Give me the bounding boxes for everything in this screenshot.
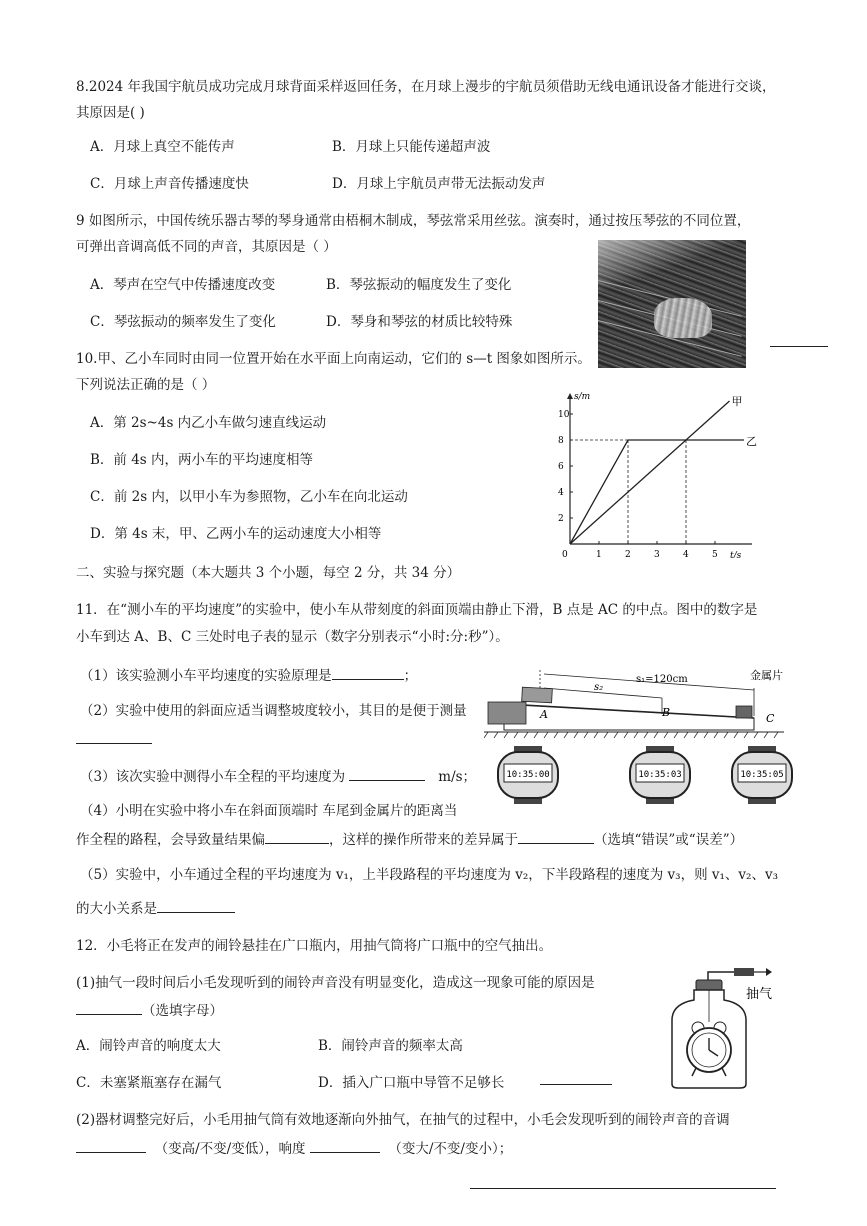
q9-stem-line1: 9 如图所示，中国传统乐器古琴的琴身通常由梧桐木制成，琴弦常采用丝弦。演奏时，通过按压琴弦的不同位置， bbox=[76, 213, 751, 229]
q11-blank-measure[interactable] bbox=[76, 729, 152, 744]
x-tick-label: 3 bbox=[654, 550, 660, 558]
q9-option-a: A．琴声在空气中传播速度改变 bbox=[90, 277, 276, 293]
q11-part2: （2）实验中使用的斜面应适当调整坡度较小，其目的是便于测量 bbox=[80, 703, 467, 719]
q11-part5-line2 bbox=[76, 898, 235, 918]
x-tick-label: 4 bbox=[683, 550, 689, 558]
q11-part3 bbox=[80, 766, 476, 786]
q12-part1-line1: (1)抽气一段时间后小毛发现听到的闹铃声音没有明显变化，造成这一现象可能的原因是 bbox=[76, 975, 595, 991]
hand-image bbox=[654, 298, 712, 338]
section-2-heading: 二、实验与探究题（本大题共 3 个小题，每空 2 分，共 34 分） bbox=[76, 565, 461, 581]
series-label-1: 甲 bbox=[731, 395, 743, 408]
q10-stem-line1: 10.甲、乙小车同时由同一位置开始在水平面上向南运动，它们的 s—t 图象如图所示。 bbox=[76, 351, 591, 367]
y-tick-label: 4 bbox=[558, 488, 564, 498]
footer-line bbox=[470, 1188, 776, 1189]
q12-part1-hint: （选填字母） bbox=[142, 1003, 223, 1019]
series-line-1 bbox=[570, 401, 730, 544]
q11-part3-text: （3）该次实验中测得小车全程的平均速度为 bbox=[80, 769, 346, 785]
q11-part3-unit: m/s； bbox=[438, 769, 477, 785]
metal-sheet bbox=[736, 706, 752, 718]
stopwatch-a-time: 10:35:00 bbox=[506, 770, 550, 780]
q11-part5-text: 的大小关系是 bbox=[76, 901, 157, 917]
q12-blank-reason[interactable] bbox=[76, 1000, 142, 1015]
s1-label: s₁=120cm bbox=[636, 674, 688, 685]
q10-option-d: D．第 4s 末，甲、乙两小车的运动速度大小相等 bbox=[90, 526, 382, 542]
q9-stem-line2: 可弹出音调高低不同的声音，其原因是（ ） bbox=[76, 239, 337, 255]
origin-label: 0 bbox=[562, 550, 568, 558]
q11-part1 bbox=[80, 665, 417, 685]
q10-option-c: C．前 2s 内，以甲小车为参照物，乙小车在向北运动 bbox=[90, 489, 408, 505]
q12-part1-line2 bbox=[76, 1000, 223, 1020]
x-tick-label: 2 bbox=[625, 550, 631, 558]
point-b: B bbox=[662, 706, 671, 719]
q11-blank-error-type[interactable] bbox=[518, 829, 594, 844]
q11-part4-text-c: （选填“错误”或“误差”） bbox=[594, 832, 744, 848]
q11-part4-line1: （4）小明在实验中将小车在斜面顶端时 车尾到金属片的距离当 bbox=[80, 803, 458, 819]
q10-stem-line2: 下列说法正确的是（ ） bbox=[76, 377, 216, 393]
q8-option-c: C．月球上声音传播速度快 bbox=[90, 176, 249, 192]
q11-blank-result[interactable] bbox=[265, 829, 329, 844]
q11-stem-line1: 11．在“测小车的平均速度”的实验中，使小车从带刻度的斜面顶端由静止下滑，B 点是 AC 的中点。图中的数字是 bbox=[76, 602, 758, 618]
q9-option-d: D．琴身和琴弦的材质比较特殊 bbox=[326, 314, 513, 330]
q12-underline bbox=[540, 1084, 612, 1085]
q11-part1-text: （1）该实验测小车平均速度的实验原理是 bbox=[80, 668, 332, 684]
incline-figure bbox=[484, 660, 784, 740]
metal-sheet-label: 金属片 bbox=[750, 669, 783, 682]
s2-label: s₂ bbox=[594, 682, 604, 693]
pump-label: 抽气 bbox=[746, 987, 773, 1002]
q8-option-b: B．月球上只能传递超声波 bbox=[332, 139, 491, 155]
q12-option-a: A．闹铃声音的响度太大 bbox=[76, 1038, 221, 1054]
q12-blank-pitch[interactable] bbox=[76, 1138, 146, 1153]
q11-blank-speed[interactable] bbox=[349, 766, 425, 781]
y-tick-label: 2 bbox=[558, 514, 564, 524]
y-tick-label: 10 bbox=[558, 410, 570, 420]
divider-line bbox=[770, 346, 828, 347]
y-tick-label: 8 bbox=[558, 436, 564, 446]
y-tick-label: 6 bbox=[558, 462, 564, 472]
series-line-2 bbox=[570, 440, 744, 544]
q11-stem-line2: 小车到达 A、B、C 三处时电子表的显示（数字分别表示“小时:分:秒”）。 bbox=[76, 629, 509, 645]
stopwatch-b bbox=[628, 744, 692, 806]
st-chart bbox=[540, 370, 770, 558]
q12-option-d: D．插入广口瓶中导管不足够长 bbox=[318, 1075, 505, 1091]
bell-jar-figure bbox=[668, 962, 788, 1092]
x-tick-label: 1 bbox=[596, 550, 602, 558]
wood-block bbox=[488, 702, 526, 724]
y-axis-arrow bbox=[567, 393, 573, 399]
series-label-2: 乙 bbox=[746, 435, 757, 448]
q12-part2-line1: (2)器材调整完好后，小毛用抽气筒有效地逐渐向外抽气，在抽气的过程中，小毛会发现听到的闹铃声音的音调 bbox=[76, 1112, 730, 1128]
stopwatch-b-time: 10:35:03 bbox=[638, 770, 682, 780]
stopwatch-c-time: 10:35:05 bbox=[740, 770, 784, 780]
q12-blank-loudness[interactable] bbox=[310, 1138, 380, 1153]
stopwatch-c bbox=[730, 744, 794, 806]
q12-part2-line2 bbox=[76, 1138, 512, 1158]
q11-part4-line2 bbox=[76, 829, 743, 849]
point-a: A bbox=[540, 708, 548, 721]
point-c: C bbox=[766, 712, 775, 725]
stopper bbox=[696, 980, 722, 990]
q8-stem-line1: 8.2024 年我国宇航员成功完成月球背面采样返回任务，在月球上漫步的宇航员须借助无线电通讯设备才能进行交谈， bbox=[76, 79, 776, 95]
q11-part1-end: ； bbox=[403, 668, 418, 684]
q12-part2-text-b: （变大/不变/变小）； bbox=[388, 1141, 513, 1157]
guqin-photo bbox=[598, 240, 746, 368]
q11-part4-text-a: 作全程的路程，会导致量结果偏 bbox=[76, 832, 265, 848]
q12-stem: 12．小毛将正在发声的闹铃悬挂在广口瓶内，用抽气筒将广口瓶中的空气抽出。 bbox=[76, 938, 553, 954]
q8-option-d: D．月球上宇航员声带无法振动发声 bbox=[332, 176, 546, 192]
stopwatch-a bbox=[496, 744, 560, 806]
q11-part4-text-b: ，这样的操作所带来的差异属于 bbox=[329, 832, 518, 848]
pump-tube bbox=[734, 968, 754, 976]
q9-option-c: C．琴弦振动的频率发生了变化 bbox=[90, 314, 276, 330]
q8-option-a: A．月球上真空不能传声 bbox=[90, 139, 235, 155]
x-tick-label: 5 bbox=[712, 550, 718, 558]
q11-blank-principle[interactable] bbox=[332, 665, 404, 680]
q8-stem-line2: 其原因是( ) bbox=[76, 105, 145, 121]
q9-option-b: B．琴弦振动的幅度发生了变化 bbox=[326, 277, 512, 293]
q11-blank-relation[interactable] bbox=[157, 898, 235, 913]
cart bbox=[522, 687, 553, 703]
q12-option-b: B．闹铃声音的频率太高 bbox=[318, 1038, 463, 1054]
q11-part5-line1: （5）实验中，小车通过全程的平均速度为 v₁，上半段路程的平均速度为 v₂，下半段路程的速度为 v₃，则 v₁、v₂、v₃ bbox=[80, 867, 778, 883]
x-axis-label: t/s bbox=[730, 551, 742, 558]
q10-option-b: B．前 4s 内，两小车的平均速度相等 bbox=[90, 452, 314, 468]
q10-option-a: A．第 2s~4s 内乙小车做匀速直线运动 bbox=[90, 415, 327, 431]
q12-option-c: C．未塞紧瓶塞存在漏气 bbox=[76, 1075, 222, 1091]
q12-part2-text-a: （变高/不变/变低），响度 bbox=[154, 1141, 306, 1157]
y-axis-label: s/m bbox=[574, 392, 591, 402]
